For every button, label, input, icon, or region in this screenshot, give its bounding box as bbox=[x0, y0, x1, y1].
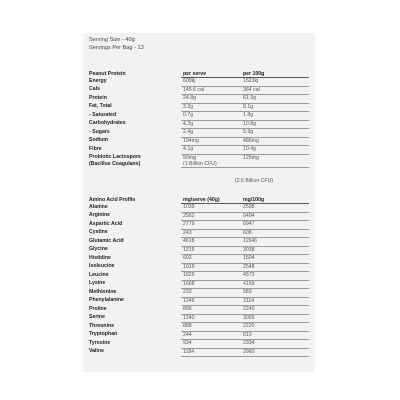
amino-per100g: 2334 bbox=[241, 340, 309, 349]
nutrition-serve: 4.3g bbox=[181, 120, 241, 129]
amino-serve: 934 bbox=[181, 340, 241, 349]
amino-serve: 2779 bbox=[181, 221, 241, 230]
nutrition-serve: 145.6 cal bbox=[181, 86, 241, 95]
nutrition-label: Fibre bbox=[89, 145, 102, 152]
amino-serve: 1240 bbox=[181, 314, 241, 323]
amino-per100g: 2548 bbox=[241, 263, 309, 272]
amino-label: Cystine bbox=[89, 229, 108, 236]
amino-row bbox=[89, 340, 309, 349]
amino-label: Phenylalanine bbox=[89, 297, 124, 304]
amino-per100g: 2220 bbox=[241, 323, 309, 332]
nutrition-header-row bbox=[89, 71, 309, 78]
amino-per100g: 3114 bbox=[241, 297, 309, 306]
nutrition-header-label: Peanut Protein bbox=[89, 71, 126, 77]
amino-row bbox=[89, 246, 309, 255]
amino-label: Leucine bbox=[89, 271, 109, 278]
nutrition-row bbox=[89, 112, 309, 121]
probiotic-label-line-2: (Bacillus Coagulans) bbox=[89, 160, 141, 167]
amino-label: Glycine bbox=[89, 246, 108, 253]
nutrition-row bbox=[89, 78, 309, 87]
amino-serve: 602 bbox=[181, 255, 241, 264]
amino-row bbox=[89, 289, 309, 298]
servings-per-bag: Servings Per Bag - 13 bbox=[89, 45, 144, 51]
amino-per100g: 2240 bbox=[241, 306, 309, 315]
amino-label: Methionine bbox=[89, 288, 117, 295]
amino-label: Tyrosine bbox=[89, 339, 111, 346]
amino-label: Proline bbox=[89, 305, 107, 312]
amino-header-row bbox=[89, 197, 309, 204]
amino-serve: 244 bbox=[181, 331, 241, 340]
nutrition-per100g: 8.1g bbox=[241, 103, 309, 112]
nutrition-per100g: 10.8g bbox=[241, 120, 309, 129]
amino-per100g: 3099 bbox=[241, 314, 309, 323]
nutrition-serve: 4.1g bbox=[181, 146, 241, 155]
amino-row bbox=[89, 348, 309, 357]
probiotic-serve-line-2: (1 Billion CFU) bbox=[183, 161, 217, 168]
amino-row bbox=[89, 280, 309, 289]
nutrition-header-100g: per 100g bbox=[241, 71, 309, 78]
amino-label: Valine bbox=[89, 348, 104, 355]
amino-row bbox=[89, 314, 309, 323]
nutrition-row bbox=[89, 137, 309, 146]
nutrition-panel bbox=[83, 33, 315, 190]
amino-serve: 896 bbox=[181, 306, 241, 315]
nutrition-per100g: 486mg bbox=[241, 137, 309, 146]
amino-serve: 888 bbox=[181, 323, 241, 332]
amino-serve: 1019 bbox=[181, 263, 241, 272]
amino-label: Histidine bbox=[89, 254, 111, 261]
probiotic-cfu-note: (2.5 Billion CFU) bbox=[235, 178, 274, 184]
nutrition-row bbox=[89, 95, 309, 104]
amino-acid-table bbox=[89, 197, 309, 357]
amino-per100g: 3038 bbox=[241, 246, 309, 255]
nutrition-serve: 2.4g bbox=[181, 129, 241, 138]
amino-serve: 233 bbox=[181, 289, 241, 298]
amino-serve: 1668 bbox=[181, 280, 241, 289]
amino-table-body bbox=[89, 197, 309, 357]
probiotic-label bbox=[89, 154, 181, 168]
nutrition-label: - Saturated bbox=[89, 111, 117, 118]
nutrition-row bbox=[89, 120, 309, 129]
amino-row bbox=[89, 323, 309, 332]
amino-row bbox=[89, 212, 309, 221]
nutrition-serve: 194mg bbox=[181, 137, 241, 146]
amino-row bbox=[89, 272, 309, 281]
nutrition-per100g: 10.4g bbox=[241, 146, 309, 155]
amino-serve: 243 bbox=[181, 229, 241, 238]
amino-per100g: 4573 bbox=[241, 272, 309, 281]
nutrition-row bbox=[89, 146, 309, 155]
amino-serve: 1215 bbox=[181, 246, 241, 255]
amino-serve: 1246 bbox=[181, 297, 241, 306]
nutrition-row bbox=[89, 86, 309, 95]
probiotic-serve-line-1: 50mg bbox=[183, 154, 196, 161]
nutrition-serve: 3.2g bbox=[181, 103, 241, 112]
nutrition-serve: 609kj bbox=[181, 78, 241, 87]
amino-per100g: 1504 bbox=[241, 255, 309, 264]
nutrition-per100g: 364 cal bbox=[241, 86, 309, 95]
amino-label: Glutamic Acid bbox=[89, 237, 124, 244]
amino-label: Arginine bbox=[89, 212, 111, 219]
amino-row bbox=[89, 229, 309, 238]
nutrition-label: Protein bbox=[89, 94, 107, 101]
nutrition-label: - Sugars bbox=[89, 128, 110, 135]
amino-label: Aspartic Acid bbox=[89, 220, 123, 227]
amino-row bbox=[89, 297, 309, 306]
amino-row bbox=[89, 238, 309, 247]
amino-row bbox=[89, 255, 309, 264]
amino-per100g: 11546 bbox=[241, 238, 309, 247]
nutrition-table-body bbox=[89, 71, 309, 168]
amino-header-label: Amino Acid Profile bbox=[89, 197, 136, 203]
amino-serve: 4618 bbox=[181, 238, 241, 247]
amino-serve: 1039 bbox=[181, 204, 241, 213]
amino-header-100g: mg/100g bbox=[241, 197, 309, 204]
serving-size: Serving Size - 40g bbox=[89, 37, 135, 43]
nutrition-serve: 24.8g bbox=[181, 95, 241, 104]
nutrition-per100g: 5.9g bbox=[241, 129, 309, 138]
nutrition-label: Energy bbox=[89, 77, 107, 84]
amino-per100g: 610 bbox=[241, 331, 309, 340]
nutrition-row bbox=[89, 129, 309, 138]
amino-per100g: 6404 bbox=[241, 212, 309, 221]
amino-row bbox=[89, 331, 309, 340]
nutrition-per100g: 61.9g bbox=[241, 95, 309, 104]
amino-label: Threonine bbox=[89, 322, 115, 329]
amino-label: Lysine bbox=[89, 280, 106, 287]
amino-per100g: 608 bbox=[241, 229, 309, 238]
nutrition-label: Cals bbox=[89, 86, 100, 93]
nutrition-row-probiotic bbox=[89, 154, 309, 168]
nutrition-header-serve: per serve bbox=[181, 71, 241, 78]
amino-row bbox=[89, 204, 309, 213]
amino-row bbox=[89, 221, 309, 230]
amino-serve: 2562 bbox=[181, 212, 241, 221]
amino-label: Tryptophan bbox=[89, 331, 118, 338]
amino-per100g: 6947 bbox=[241, 221, 309, 230]
nutrition-label: Sodium bbox=[89, 137, 109, 144]
nutrition-label: Fat, Total bbox=[89, 103, 112, 110]
nutrition-table bbox=[89, 71, 309, 168]
amino-label: Isoleucine bbox=[89, 263, 115, 270]
nutrition-serve: 0.7g bbox=[181, 112, 241, 121]
probiotic-per100g-line-1: 125mg bbox=[243, 154, 259, 161]
amino-serve: 1829 bbox=[181, 272, 241, 281]
probiotic-per100g bbox=[241, 154, 309, 168]
nutrition-per100g: 1.8g bbox=[241, 112, 309, 121]
probiotic-serve bbox=[181, 154, 241, 168]
nutrition-label: Carbohydrates bbox=[89, 120, 126, 127]
amino-label: Alanine bbox=[89, 203, 108, 210]
amino-row bbox=[89, 263, 309, 272]
amino-acid-panel bbox=[83, 190, 315, 372]
amino-per100g: 2960 bbox=[241, 348, 309, 357]
amino-label: Serine bbox=[89, 314, 105, 321]
amino-per100g: 583 bbox=[241, 289, 309, 298]
amino-per100g: 4169 bbox=[241, 280, 309, 289]
amino-header-serve: mg/serve (40g) bbox=[181, 197, 241, 204]
nutrition-row bbox=[89, 103, 309, 112]
nutrition-per100g: 1523kj bbox=[241, 78, 309, 87]
amino-serve: 1184 bbox=[181, 348, 241, 357]
probiotic-label-line-1: Probiotic Lactospore bbox=[89, 154, 141, 161]
amino-row bbox=[89, 306, 309, 315]
amino-per100g: 2598 bbox=[241, 204, 309, 213]
